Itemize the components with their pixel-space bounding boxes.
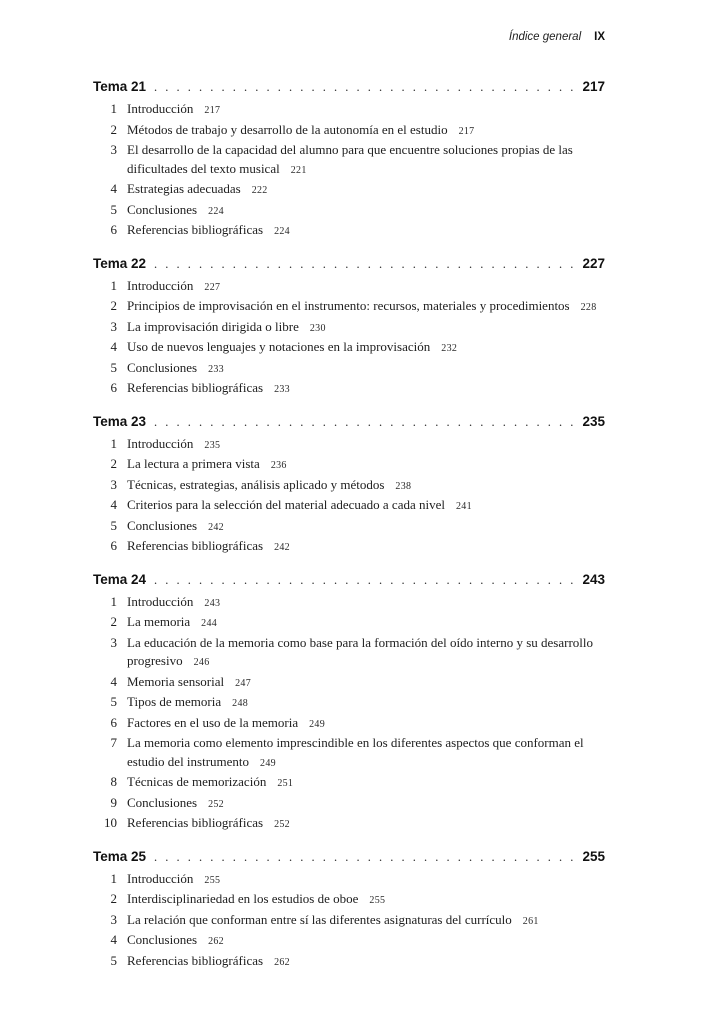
toc-item-number: 6 [110, 714, 117, 730]
table-of-contents [93, 77, 605, 972]
toc-section-heading [93, 254, 605, 274]
toc-item-number: 5 [110, 952, 117, 968]
toc-item [93, 714, 599, 735]
toc-section-page-number: 227 [582, 255, 605, 271]
dot-leader [154, 847, 576, 867]
toc-item-body [127, 435, 599, 456]
toc-item-title: Introducción [127, 870, 194, 886]
toc-item-number: 1 [110, 870, 117, 886]
running-header [93, 30, 605, 44]
toc-item-title: Referencias bibliográficas [127, 222, 264, 237]
toc-item [93, 634, 599, 673]
toc-item [93, 613, 599, 634]
toc-item [93, 814, 599, 835]
toc-item-page-number: 243 [204, 597, 221, 609]
toc-item-title: Introducción [127, 101, 194, 116]
toc-item [93, 476, 599, 497]
toc-item [93, 121, 599, 142]
toc-item-page-number: 233 [274, 384, 290, 395]
toc-item-number: 5 [110, 201, 117, 217]
toc-item-number: 9 [110, 794, 117, 810]
dot-leader [154, 77, 576, 97]
toc-item-title: Referencias bibliográficas [127, 952, 264, 968]
toc-item-number: 2 [110, 298, 117, 313]
toc-item-body [127, 455, 599, 476]
toc-item-body [127, 359, 599, 380]
toc-item-title: Interdisciplinariedad en los estudios de oboe [127, 891, 359, 906]
toc-item [93, 221, 599, 242]
toc-item-body [127, 379, 599, 400]
toc-item [93, 593, 599, 614]
toc-item [93, 794, 599, 815]
toc-section [93, 847, 605, 973]
toc-item-number: 1 [110, 277, 117, 293]
toc-item-body [127, 517, 599, 538]
toc-item [93, 890, 599, 911]
toc-item-title: Estrategias adecuadas [127, 181, 241, 196]
toc-item-title: Conclusiones [127, 932, 198, 947]
toc-item [93, 180, 599, 201]
toc-item [93, 277, 599, 298]
toc-item [93, 931, 599, 952]
toc-item [93, 297, 599, 318]
toc-item-title: Métodos de trabajo y desarrollo de la autonomía en el estudio [127, 121, 448, 137]
toc-item [93, 201, 599, 222]
toc-item-title: Introducción [127, 435, 194, 451]
toc-item-page-number: 224 [208, 205, 224, 217]
toc-item-number: 1 [110, 101, 117, 116]
toc-item-body [127, 794, 599, 815]
toc-item-number: 4 [110, 497, 117, 512]
toc-item-page-number: 238 [395, 480, 412, 492]
toc-section-heading [93, 847, 605, 867]
dot-leader [154, 254, 576, 274]
toc-item-page-number: 233 [208, 363, 224, 375]
toc-item-title: Introducción [127, 593, 194, 609]
toc-item [93, 537, 599, 558]
toc-item-list [93, 593, 605, 835]
toc-item-page-number: 249 [309, 718, 326, 730]
toc-item-body [127, 814, 599, 835]
running-header-title: Índice general [508, 31, 582, 43]
toc-item-page-number: 222 [251, 185, 268, 196]
toc-item-body [127, 476, 599, 497]
toc-item-list [93, 100, 605, 242]
toc-item-list [93, 435, 605, 558]
toc-item-number: 2 [110, 614, 117, 629]
toc-item-list [93, 870, 605, 973]
toc-item-number: 8 [110, 774, 117, 789]
toc-item-number: 2 [110, 456, 117, 471]
toc-item-page-number: 249 [260, 757, 276, 769]
toc-item-body [127, 318, 599, 339]
toc-item-body [127, 734, 599, 773]
toc-item-title: Criterios para la selección del material adecuado a cada nivel [127, 497, 445, 512]
toc-item-title: La improvisación dirigida o libre [127, 318, 299, 334]
toc-item [93, 141, 599, 180]
toc-item-number: 3 [110, 142, 117, 157]
toc-item [93, 379, 599, 400]
toc-item-number: 1 [110, 435, 117, 451]
toc-item-body [127, 221, 599, 242]
toc-item-number: 1 [110, 593, 117, 609]
toc-item-list [93, 277, 605, 400]
toc-item-number: 4 [110, 673, 117, 689]
toc-section-heading [93, 570, 605, 590]
toc-item-page-number: 252 [208, 798, 224, 810]
toc-item-number: 2 [110, 891, 117, 906]
toc-section-title: Tema 21 [93, 79, 147, 94]
toc-item-number: 5 [110, 359, 117, 375]
toc-item-page-number: 247 [235, 677, 252, 689]
toc-item-body [127, 121, 599, 142]
toc-item [93, 338, 599, 359]
toc-item-page-number: 230 [309, 322, 326, 334]
toc-item-title: Factores en el uso de la memoria [127, 714, 299, 730]
dot-leader [154, 570, 576, 590]
toc-item-body [127, 141, 599, 180]
toc-item [93, 911, 599, 932]
toc-item-page-number: 235 [204, 439, 221, 451]
toc-item-body [127, 180, 599, 201]
toc-item-page-number: 261 [522, 915, 539, 927]
toc-item-page-number: 221 [290, 164, 307, 176]
toc-item-page-number: 217 [204, 105, 221, 116]
toc-item-title: El desarrollo de la capacidad del alumno para que encuentre soluciones propias de las dificultades del texto musical [127, 142, 573, 176]
toc-item-title: Conclusiones [127, 201, 198, 217]
toc-item-title: Conclusiones [127, 359, 198, 375]
toc-item-body [127, 931, 599, 952]
toc-item-body [127, 773, 599, 794]
toc-section-title: Tema 22 [93, 255, 147, 271]
toc-item-title: Conclusiones [127, 517, 198, 533]
toc-item-title: Técnicas, estrategias, análisis aplicado y métodos [127, 476, 385, 492]
toc-item-page-number: 255 [369, 895, 386, 906]
toc-item-title: Memoria sensorial [127, 673, 225, 689]
toc-section-page-number: 235 [582, 413, 605, 429]
toc-item-body [127, 613, 599, 634]
toc-item-body [127, 634, 599, 673]
toc-item-page-number: 262 [208, 936, 224, 947]
toc-item-title: La memoria [127, 614, 191, 629]
toc-item-title: La lectura a primera vista [127, 456, 260, 471]
toc-item-number: 3 [110, 318, 117, 334]
toc-item-title: La relación que conforman entre sí las diferentes asignaturas del currículo [127, 911, 512, 927]
dot-leader [154, 412, 576, 432]
toc-item [93, 100, 599, 121]
toc-item [93, 952, 599, 973]
toc-item-page-number: 232 [441, 343, 458, 354]
toc-item-body [127, 952, 599, 973]
page-folio: IX [594, 31, 605, 43]
toc-item-title: Principios de improvisación en el instrumento: recursos, materiales y procedimientos [127, 298, 570, 313]
toc-item-number: 5 [110, 694, 117, 709]
toc-item-title: La educación de la memoria como base para la formación del oído interno y su desarrollo progresivo [127, 634, 594, 668]
toc-item-title: Técnicas de memorización [127, 774, 267, 789]
toc-item-number: 6 [110, 380, 117, 395]
toc-item-body [127, 870, 599, 891]
toc-item-title: Referencias bibliográficas [127, 380, 264, 395]
toc-item-title: Tipos de memoria [127, 694, 222, 709]
toc-item-body [127, 100, 599, 121]
toc-section [93, 570, 605, 835]
toc-section [93, 254, 605, 400]
toc-item [93, 455, 599, 476]
toc-item [93, 870, 599, 891]
toc-item-page-number: 251 [277, 778, 294, 789]
toc-item-title: Uso de nuevos lenguajes y notaciones en la improvisación [127, 339, 431, 354]
toc-item [93, 693, 599, 714]
toc-item-body [127, 593, 599, 614]
toc-item-page-number: 242 [274, 542, 290, 553]
toc-section-page-number: 255 [582, 848, 605, 864]
toc-item-body [127, 277, 599, 298]
toc-item-number: 6 [110, 222, 117, 237]
toc-item [93, 359, 599, 380]
toc-section-title: Tema 23 [93, 413, 147, 429]
toc-item-body [127, 338, 599, 359]
toc-item-number: 3 [110, 634, 117, 650]
toc-item-page-number: 248 [232, 698, 249, 709]
toc-item-page-number: 228 [580, 302, 597, 313]
toc-section-title: Tema 25 [93, 848, 147, 864]
toc-section [93, 77, 605, 242]
toc-item-page-number: 241 [455, 501, 472, 512]
toc-item [93, 318, 599, 339]
toc-item-page-number: 244 [201, 618, 218, 629]
toc-item-page-number: 217 [458, 125, 475, 137]
toc-item-page-number: 262 [274, 956, 290, 968]
toc-item-body [127, 693, 599, 714]
toc-section-title: Tema 24 [93, 571, 147, 587]
toc-item-page-number: 224 [274, 226, 290, 237]
toc-item-page-number: 236 [270, 460, 287, 471]
toc-item-number: 3 [110, 476, 117, 492]
toc-item-number: 3 [110, 911, 117, 927]
toc-section-heading [93, 412, 605, 432]
toc-item-page-number: 252 [274, 819, 290, 830]
toc-item-page-number: 227 [204, 281, 221, 293]
toc-item-title: Introducción [127, 277, 194, 293]
toc-item-title: La memoria como elemento imprescindible en los diferentes aspectos que conforman el estudio del instrumento [127, 735, 584, 769]
toc-item-page-number: 242 [208, 521, 224, 533]
toc-item [93, 496, 599, 517]
toc-section [93, 412, 605, 558]
toc-item-title: Referencias bibliográficas [127, 815, 264, 830]
toc-item-body [127, 496, 599, 517]
toc-item-number: 10 [104, 815, 117, 830]
toc-item-number: 4 [110, 181, 117, 196]
toc-item-number: 4 [110, 339, 117, 354]
toc-section-heading [93, 77, 605, 97]
toc-item-number: 4 [110, 932, 117, 947]
toc-item-body [127, 673, 599, 694]
toc-item [93, 773, 599, 794]
toc-item [93, 734, 599, 773]
toc-section-page-number: 243 [582, 571, 605, 587]
toc-section-page-number: 217 [582, 79, 605, 94]
toc-item-number: 5 [110, 517, 117, 533]
toc-item [93, 435, 599, 456]
toc-item-number: 7 [110, 735, 117, 750]
toc-item-number: 6 [110, 538, 117, 553]
toc-item-body [127, 890, 599, 911]
toc-item-page-number: 255 [204, 874, 221, 886]
toc-item-body [127, 297, 599, 318]
toc-item-page-number: 246 [193, 657, 210, 668]
toc-item [93, 517, 599, 538]
toc-item-body [127, 911, 599, 932]
toc-item-title: Referencias bibliográficas [127, 538, 264, 553]
toc-item [93, 673, 599, 694]
toc-item-body [127, 714, 599, 735]
toc-item-title: Conclusiones [127, 794, 198, 810]
toc-item-body [127, 537, 599, 558]
toc-item-body [127, 201, 599, 222]
toc-item-number: 2 [110, 121, 117, 137]
